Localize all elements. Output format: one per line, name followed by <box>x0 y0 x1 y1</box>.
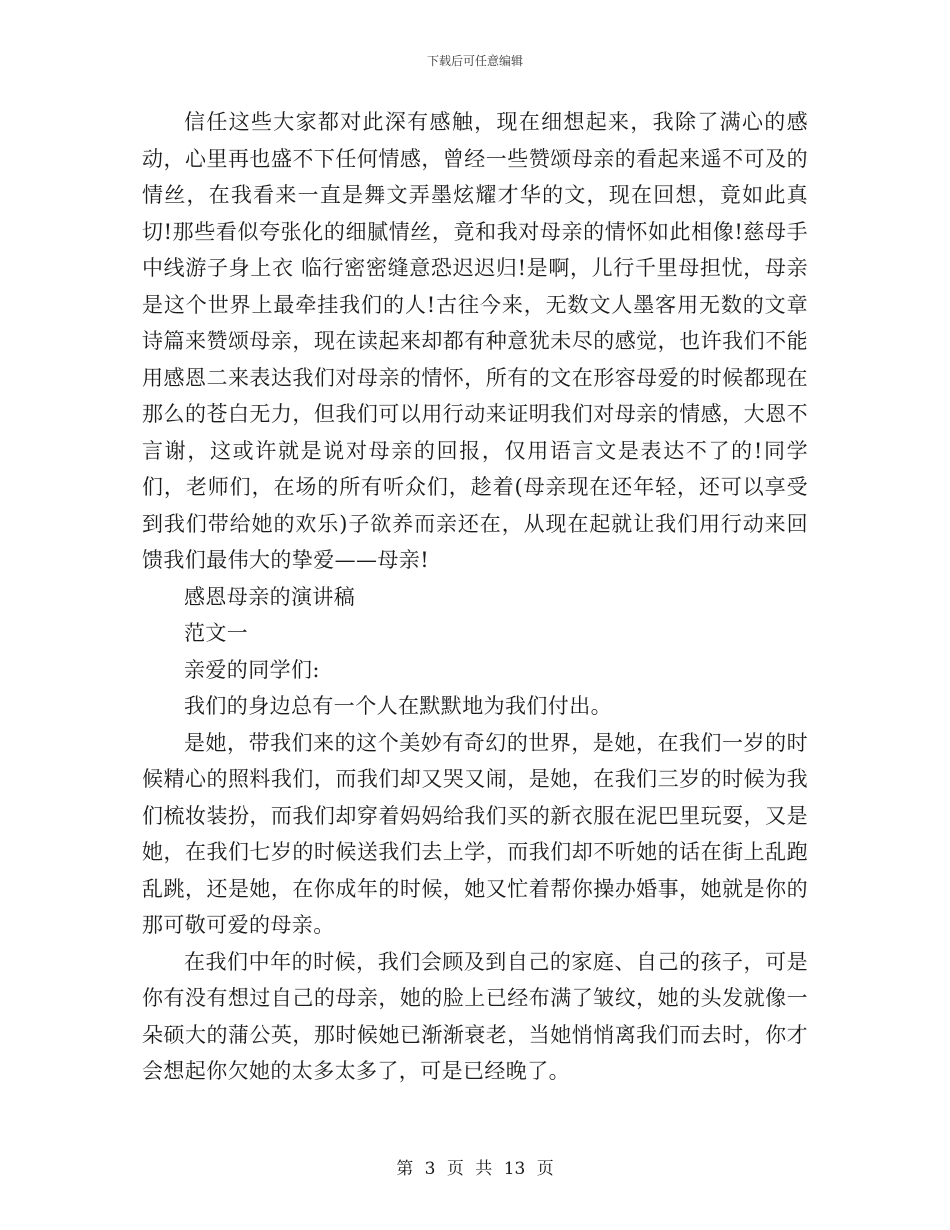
page-number: 第 3 页 共 13 页 <box>396 1159 554 1179</box>
page-header-note: 下载后可任意编辑 <box>426 54 523 68</box>
sample-label: 范文一 <box>184 621 249 645</box>
paragraph-1: 信任这些大家都对此深有感触，现在细想起来，我除了满心的感动，心里再也盛不下任何情感，曾经一些赞颂母亲的看起来遥不可及的情丝，在我看来一直是舞文弄墨炫耀才华的文，现在回想，竟如此真切!那些看似夸张化的细腻情丝，竟和我对母亲的情怀如此相像!慈母手中线游子身上衣 临行密密缝意恐迟迟归!是啊，儿行千里母担忧，母亲是这个世界上最牵挂我们的人!古往今来，无数文人墨客用无数的文章诗篇来赞颂母亲，现在读起来却都有种意犹未尽的感觉，也许我们不能用感恩二来表达我们对母亲的情怀，所有的文在形容母爱的时候都现在那么的苍白无力，但我们可以用行动来证明我们对母亲的情感，大恩不言谢，这或许就是说对母亲的回报，仅用语言文是表达不了的!同学们，老师们，在场的所有听众们，趁着(母亲现在还年轻，还可以享受到我们带给她的欢乐)子欲养而亲还在，从现在起就让我们用行动来回馈我们最伟大的挚爱——母亲! <box>142 110 808 572</box>
opening-line: 我们的身边总有一个人在默默地为我们付出。 <box>184 694 612 718</box>
salutation: 亲爱的同学们: <box>184 657 320 682</box>
paragraph-3: 在我们中年的时候，我们会顾及到自己的家庭、自己的孩子，可是你有没有想过自己的母亲，她的脸上已经布满了皱纹，她的头发就像一朵硕大的蒲公英，那时候她已渐渐衰老，当她悄悄离我们而去时，你才会想起你欠她的太多太多了，可是已经晚了。 <box>142 949 808 1083</box>
speech-title: 感恩母亲的演讲稿 <box>184 584 356 609</box>
paragraph-2: 是她，带我们来的这个美妙有奇幻的世界，是她，在我们一岁的时候精心的照料我们，而我们却又哭又闹，是她，在我们三岁的时候为我们梳妆装扮，而我们却穿着妈妈给我们买的新衣服在泥巴里玩耍，又是她，在我们七岁的时候送我们去上学，而我们却不听她的话在街上乱跑乱跳，还是她，在你成年的时候，她又忙着帮你操办婚事，她就是你的那可敬可爱的母亲。 <box>142 730 808 937</box>
document-body <box>142 104 808 1090</box>
